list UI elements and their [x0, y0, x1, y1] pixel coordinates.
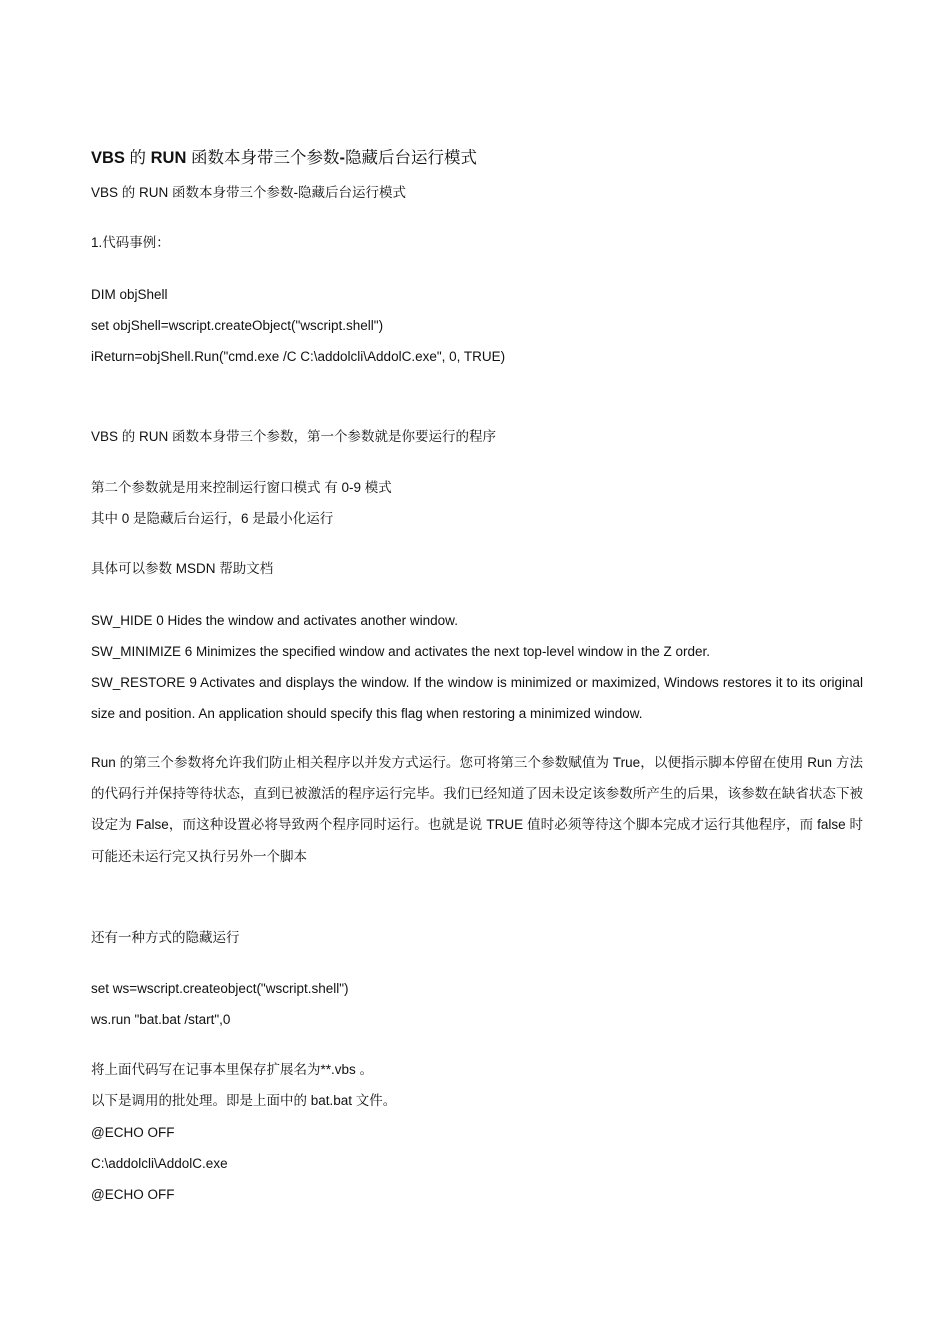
- explain-second-param: 第二个参数就是用来控制运行窗口模式 有 0-9 模式: [91, 480, 392, 495]
- batch-line: @ECHO OFF: [91, 1187, 175, 1202]
- code-line: set ws=wscript.createobject("wscript.shell"): [91, 981, 349, 996]
- code-line: iReturn=objShell.Run("cmd.exe /C C:\addolcli\AddolC.exe", 0, TRUE): [91, 349, 506, 364]
- another-way-heading: 还有一种方式的隐藏运行: [91, 930, 240, 945]
- explain-msdn: 具体可以参数 MSDN 帮助文档: [91, 561, 274, 576]
- page-title: VBS 的 RUN 函数本身带三个参数-隐藏后台运行模式: [91, 149, 477, 167]
- batch-line: @ECHO OFF: [91, 1125, 175, 1140]
- explain-first-param: VBS 的 RUN 函数本身带三个参数，第一个参数就是你要运行的程序: [91, 429, 497, 444]
- batch-note: 以下是调用的批处理。即是上面中的 bat.bat 文件。: [91, 1093, 397, 1108]
- save-note: 将上面代码写在记事本里保存扩展名为**.vbs 。: [91, 1062, 374, 1077]
- sw-minimize-line: SW_MINIMIZE 6 Minimizes the specified window and activates the next top-level window in the Z order.: [91, 644, 711, 659]
- code-line: DIM objShell: [91, 287, 168, 302]
- third-param-paragraph: Run 的第三个参数将允许我们防止相关程序以并发方式运行。您可将第三个参数赋值为 True，以便指示脚本停留在使用 Run 方法的代码行并保持等待状态，直到已被激活的程序运行完毕。我们已经知道了因未设定该参数所产生的后果，该参数在缺省状态下被设定为 False，而这种设置必将导致两个程序同时运行。也就是说 TRUE 值时必须等待这个脚本完成才运行其他程序，而 false 时可能还未运行完又执行另外一个脚本: [91, 755, 863, 864]
- sw-hide-line: SW_HIDE 0 Hides the window and activates another window.: [91, 613, 458, 628]
- explain-modes: 其中 0 是隐藏后台运行，6 是最小化运行: [91, 511, 334, 526]
- code-line: ws.run "bat.bat /start",0: [91, 1012, 231, 1027]
- subtitle: VBS 的 RUN 函数本身带三个参数-隐藏后台运行模式: [91, 185, 407, 200]
- example-heading: 1.代码事例：: [91, 235, 170, 250]
- sw-restore-paragraph: SW_RESTORE 9 Activates and displays the window. If the window is minimized or maximized, Windows restores it to its original size and position. An application should specify this flag when restoring a minimized window.: [91, 675, 863, 722]
- code-line: set objShell=wscript.createObject("wscript.shell"): [91, 318, 384, 333]
- batch-line: C:\addolcli\AddolC.exe: [91, 1156, 228, 1171]
